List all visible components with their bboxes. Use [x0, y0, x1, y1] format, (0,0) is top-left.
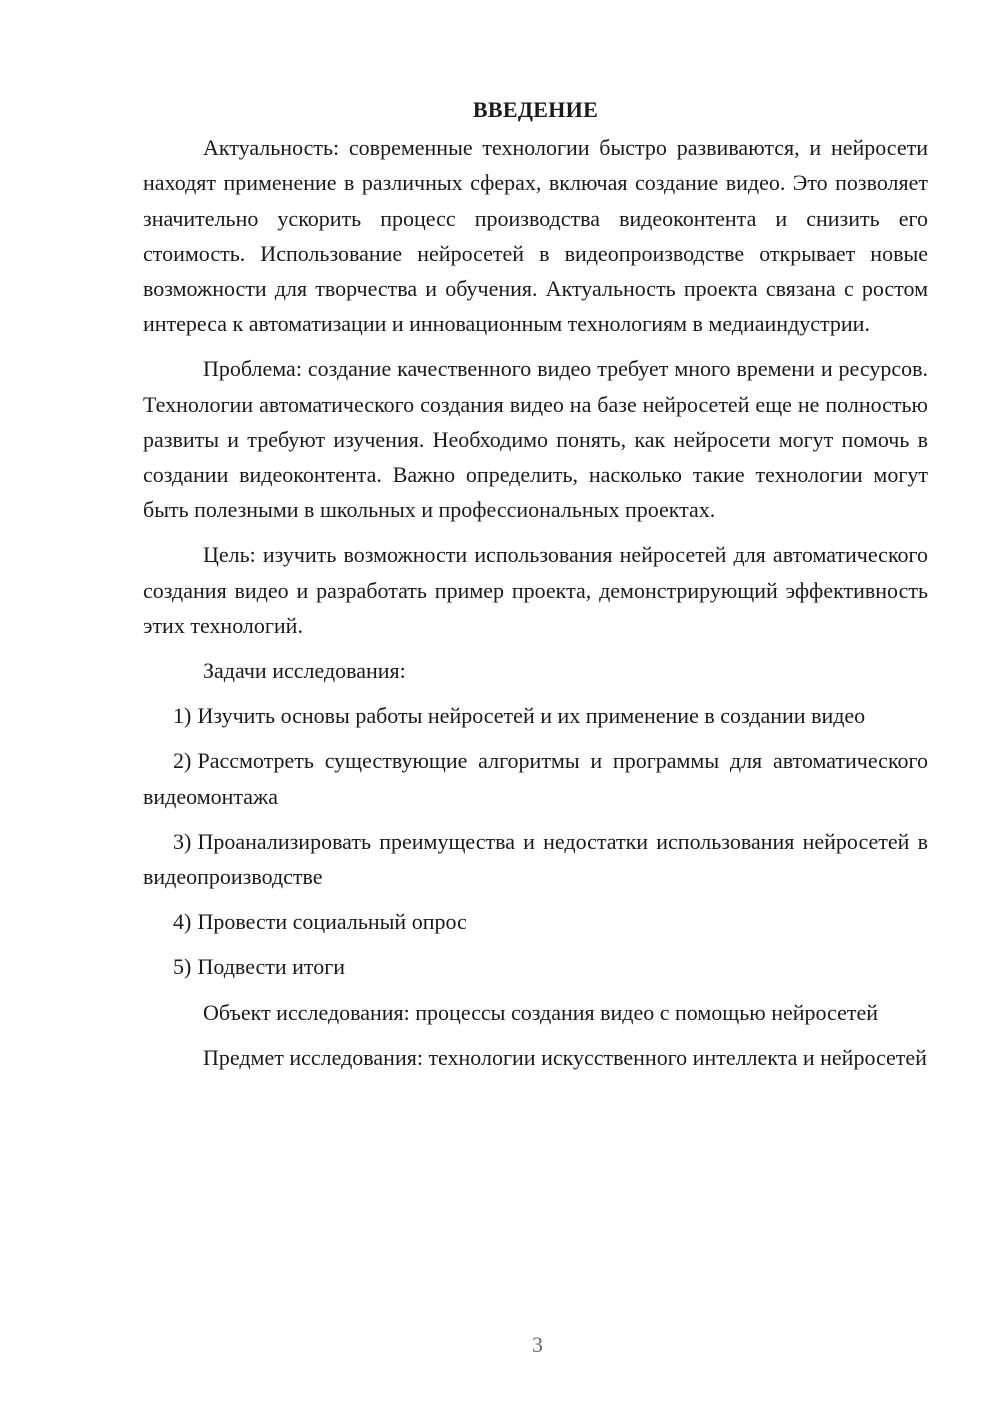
paragraph-goal: Цель: изучить возможности использования нейросетей для автоматического создания видео и разработать пример проекта, демонстрирующий эффективность этих технологий.	[143, 542, 928, 638]
task-text: Изучить основы работы нейросетей и их применение в создании видео	[197, 703, 866, 729]
task-number: 4)	[173, 909, 192, 935]
task-number: 3)	[173, 828, 192, 854]
task-text: Провести социальный опрос	[197, 909, 467, 935]
task-number: 5)	[173, 954, 192, 980]
task-number: 1)	[173, 703, 192, 729]
paragraph-subject: Предмет исследования: технологии искусственного интеллекта и нейросетей	[203, 1044, 927, 1070]
task-item	[143, 949, 928, 984]
paragraph-problem: Проблема: создание качественного видео требует много времени и ресурсов. Технологии автоматического создания видео на базе нейросетей еще не полностью развиты и требуют изучения. Необходимо понять, как нейросети могут помочь в создании видеоконтента. Важно определить, насколько такие технологии могут быть полезными в школьных и профессиональных проектах.	[143, 356, 928, 523]
section-title: ВВЕДЕНИЕ	[472, 97, 599, 122]
task-item	[143, 743, 928, 813]
tasks-list	[143, 698, 928, 984]
task-item	[143, 904, 928, 939]
task-text: Проанализировать преимущества и недостатки использования нейросетей в видеопроизводстве	[143, 828, 928, 890]
task-number: 2)	[173, 748, 192, 774]
task-text: Рассмотреть существующие алгоритмы и программы для автоматического видеомонтажа	[143, 748, 928, 809]
page-number: 3	[532, 1332, 543, 1357]
paragraph-relevance: Актуальность: современные технологии быстро развиваются, и нейросети находят применение в различных сферах, включая создание видео. Это позволяет значительно ускорить процесс производства видеоконтента и снизить его стоимость. Использование нейросетей в видеопроизводстве открывает новые возможности для творчества и обучения. Актуальность проекта связана с ростом интереса к автоматизации и инновационным технологиям в медиаиндустрии.	[143, 135, 928, 337]
document-body	[143, 92, 928, 1085]
task-text: Подвести итоги	[197, 954, 346, 980]
task-item	[143, 824, 928, 894]
task-item	[143, 698, 928, 733]
tasks-heading: Задачи исследования:	[203, 658, 406, 684]
paragraph-object: Объект исследования: процессы создания видео с помощью нейросетей	[203, 999, 879, 1025]
